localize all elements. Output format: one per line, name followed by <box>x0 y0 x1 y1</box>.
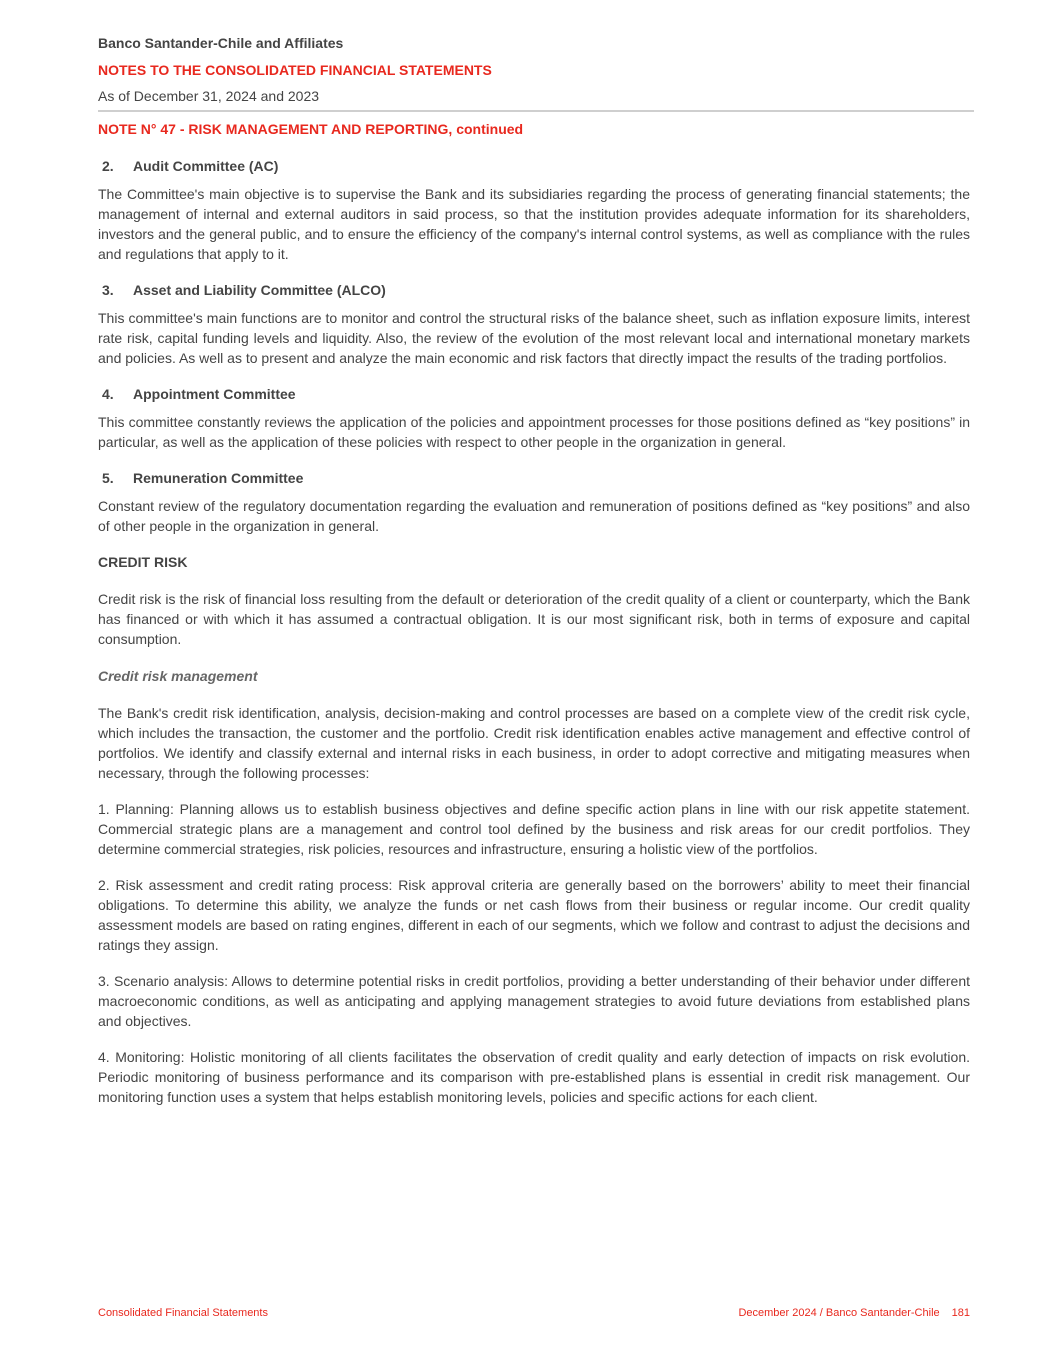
page-number: 181 <box>951 1307 970 1319</box>
page-footer <box>98 1303 970 1323</box>
committee-title: Audit Committee (AC) <box>133 158 279 174</box>
committee-number: 4. <box>102 386 114 402</box>
committee-text-appointment: This committee constantly reviews the application of the policies and appointment processes for those positions defined as “key positions” in particular, as well as the application of these policies with respect to other people in the organization in general. <box>98 414 970 450</box>
committee-number: 2. <box>102 158 114 174</box>
committee-text-remuneration: Constant review of the regulatory documentation regarding the evaluation and remuneration of positions defined as “key positions” and also of other people in the organization in general. <box>98 498 970 534</box>
header-divider <box>98 110 974 112</box>
committee-number: 5. <box>102 470 114 486</box>
document-date: As of December 31, 2024 and 2023 <box>98 88 320 104</box>
committee-heading-alco <box>98 279 970 301</box>
document-page <box>98 32 970 1107</box>
process-scenario-analysis: 3. Scenario analysis: Allows to determine potential risks in credit portfolios, providing a better understanding of their behavior under different macroeconomic conditions, as well as anticipating and applying management strategies to avoid future deviations from established plans and objectives. <box>98 973 970 1029</box>
committee-heading-remuneration <box>98 467 970 489</box>
committee-text-audit: The Committee's main objective is to supervise the Bank and its subsidiaries regarding the process of generating financial statements; the management of internal and external auditors in said process, so that the institution provides adequate information for its shareholders, investors and the general public, and to ensure the efficiency of the company's internal control systems, as well as compliance with the rules and regulations that apply to it. <box>98 186 970 262</box>
committee-heading-audit <box>98 155 970 177</box>
document-title: NOTES TO THE CONSOLIDATED FINANCIAL STATEMENTS <box>98 62 492 78</box>
footer-right-text: December 2024 / Banco Santander-Chile <box>738 1307 940 1319</box>
process-monitoring: 4. Monitoring: Holistic monitoring of all clients facilitates the observation of credit quality and early detection of impacts on risk evolution. Periodic monitoring of business performance and its comparison with pre-established plans is essential in credit risk management. Our monitoring function uses a system that helps establish monitoring levels, policies and specific actions for each client. <box>98 1049 970 1105</box>
note-title: NOTE N° 47 - RISK MANAGEMENT AND REPORTING, continued <box>98 121 524 137</box>
footer-right <box>738 1303 970 1323</box>
credit-risk-heading: CREDIT RISK <box>98 554 188 570</box>
credit-risk-intro: Credit risk is the risk of financial loss resulting from the default or deterioration of the credit quality of a client or counterparty, which the Bank has financed or with which it has assumed a contractual obligation. It is our most significant risk, both in terms of exposure and capital consumption. <box>98 591 970 647</box>
committee-number: 3. <box>102 282 114 298</box>
credit-risk-management-heading: Credit risk management <box>98 668 258 684</box>
committee-heading-appointment <box>98 383 970 405</box>
process-planning: 1. Planning: Planning allows us to establish business objectives and define specific action plans in line with our risk appetite statement. Commercial strategic plans are a management and control tool defined by the business and risk areas for our credit portfolios. They determine commercial strategies, risk policies, resources and infrastructure, ensuring a holistic view of the portfolios. <box>98 801 970 857</box>
footer-left-text: Consolidated Financial Statements <box>98 1307 268 1319</box>
committee-text-alco: This committee's main functions are to monitor and control the structural risks of the balance sheet, such as inflation exposure limits, interest rate risk, capital funding levels and liquidity. Also, the review of the evolution of the most relevant local and international monetary markets and policies. As well as to present and analyze the main economic and risk factors that directly impact the results of the trading portfolios. <box>98 310 970 366</box>
process-risk-assessment: 2. Risk assessment and credit rating process: Risk approval criteria are generally based on the borrowers’ ability to meet their financial obligations. To determine this ability, we analyze the funds or net cash flows from their business or regular income. Our credit quality assessment models are based on rating engines, different in each of our segments, which we follow and contrast to adjust the decisions and ratings they assign. <box>98 877 970 953</box>
committee-title: Appointment Committee <box>133 386 296 402</box>
company-name: Banco Santander-Chile and Affiliates <box>98 35 344 51</box>
committee-title: Remuneration Committee <box>133 470 304 486</box>
credit-risk-management-text: The Bank's credit risk identification, analysis, decision-making and control processes are based on a complete view of the credit risk cycle, which includes the transaction, the customer and the portfolio. Credit risk identification enables active management and effective control of portfolios. We identify and classify external and internal risks in each business, in order to adopt corrective and mitigating measures when necessary, through the following processes: <box>98 705 970 781</box>
committee-title: Asset and Liability Committee (ALCO) <box>133 282 386 298</box>
